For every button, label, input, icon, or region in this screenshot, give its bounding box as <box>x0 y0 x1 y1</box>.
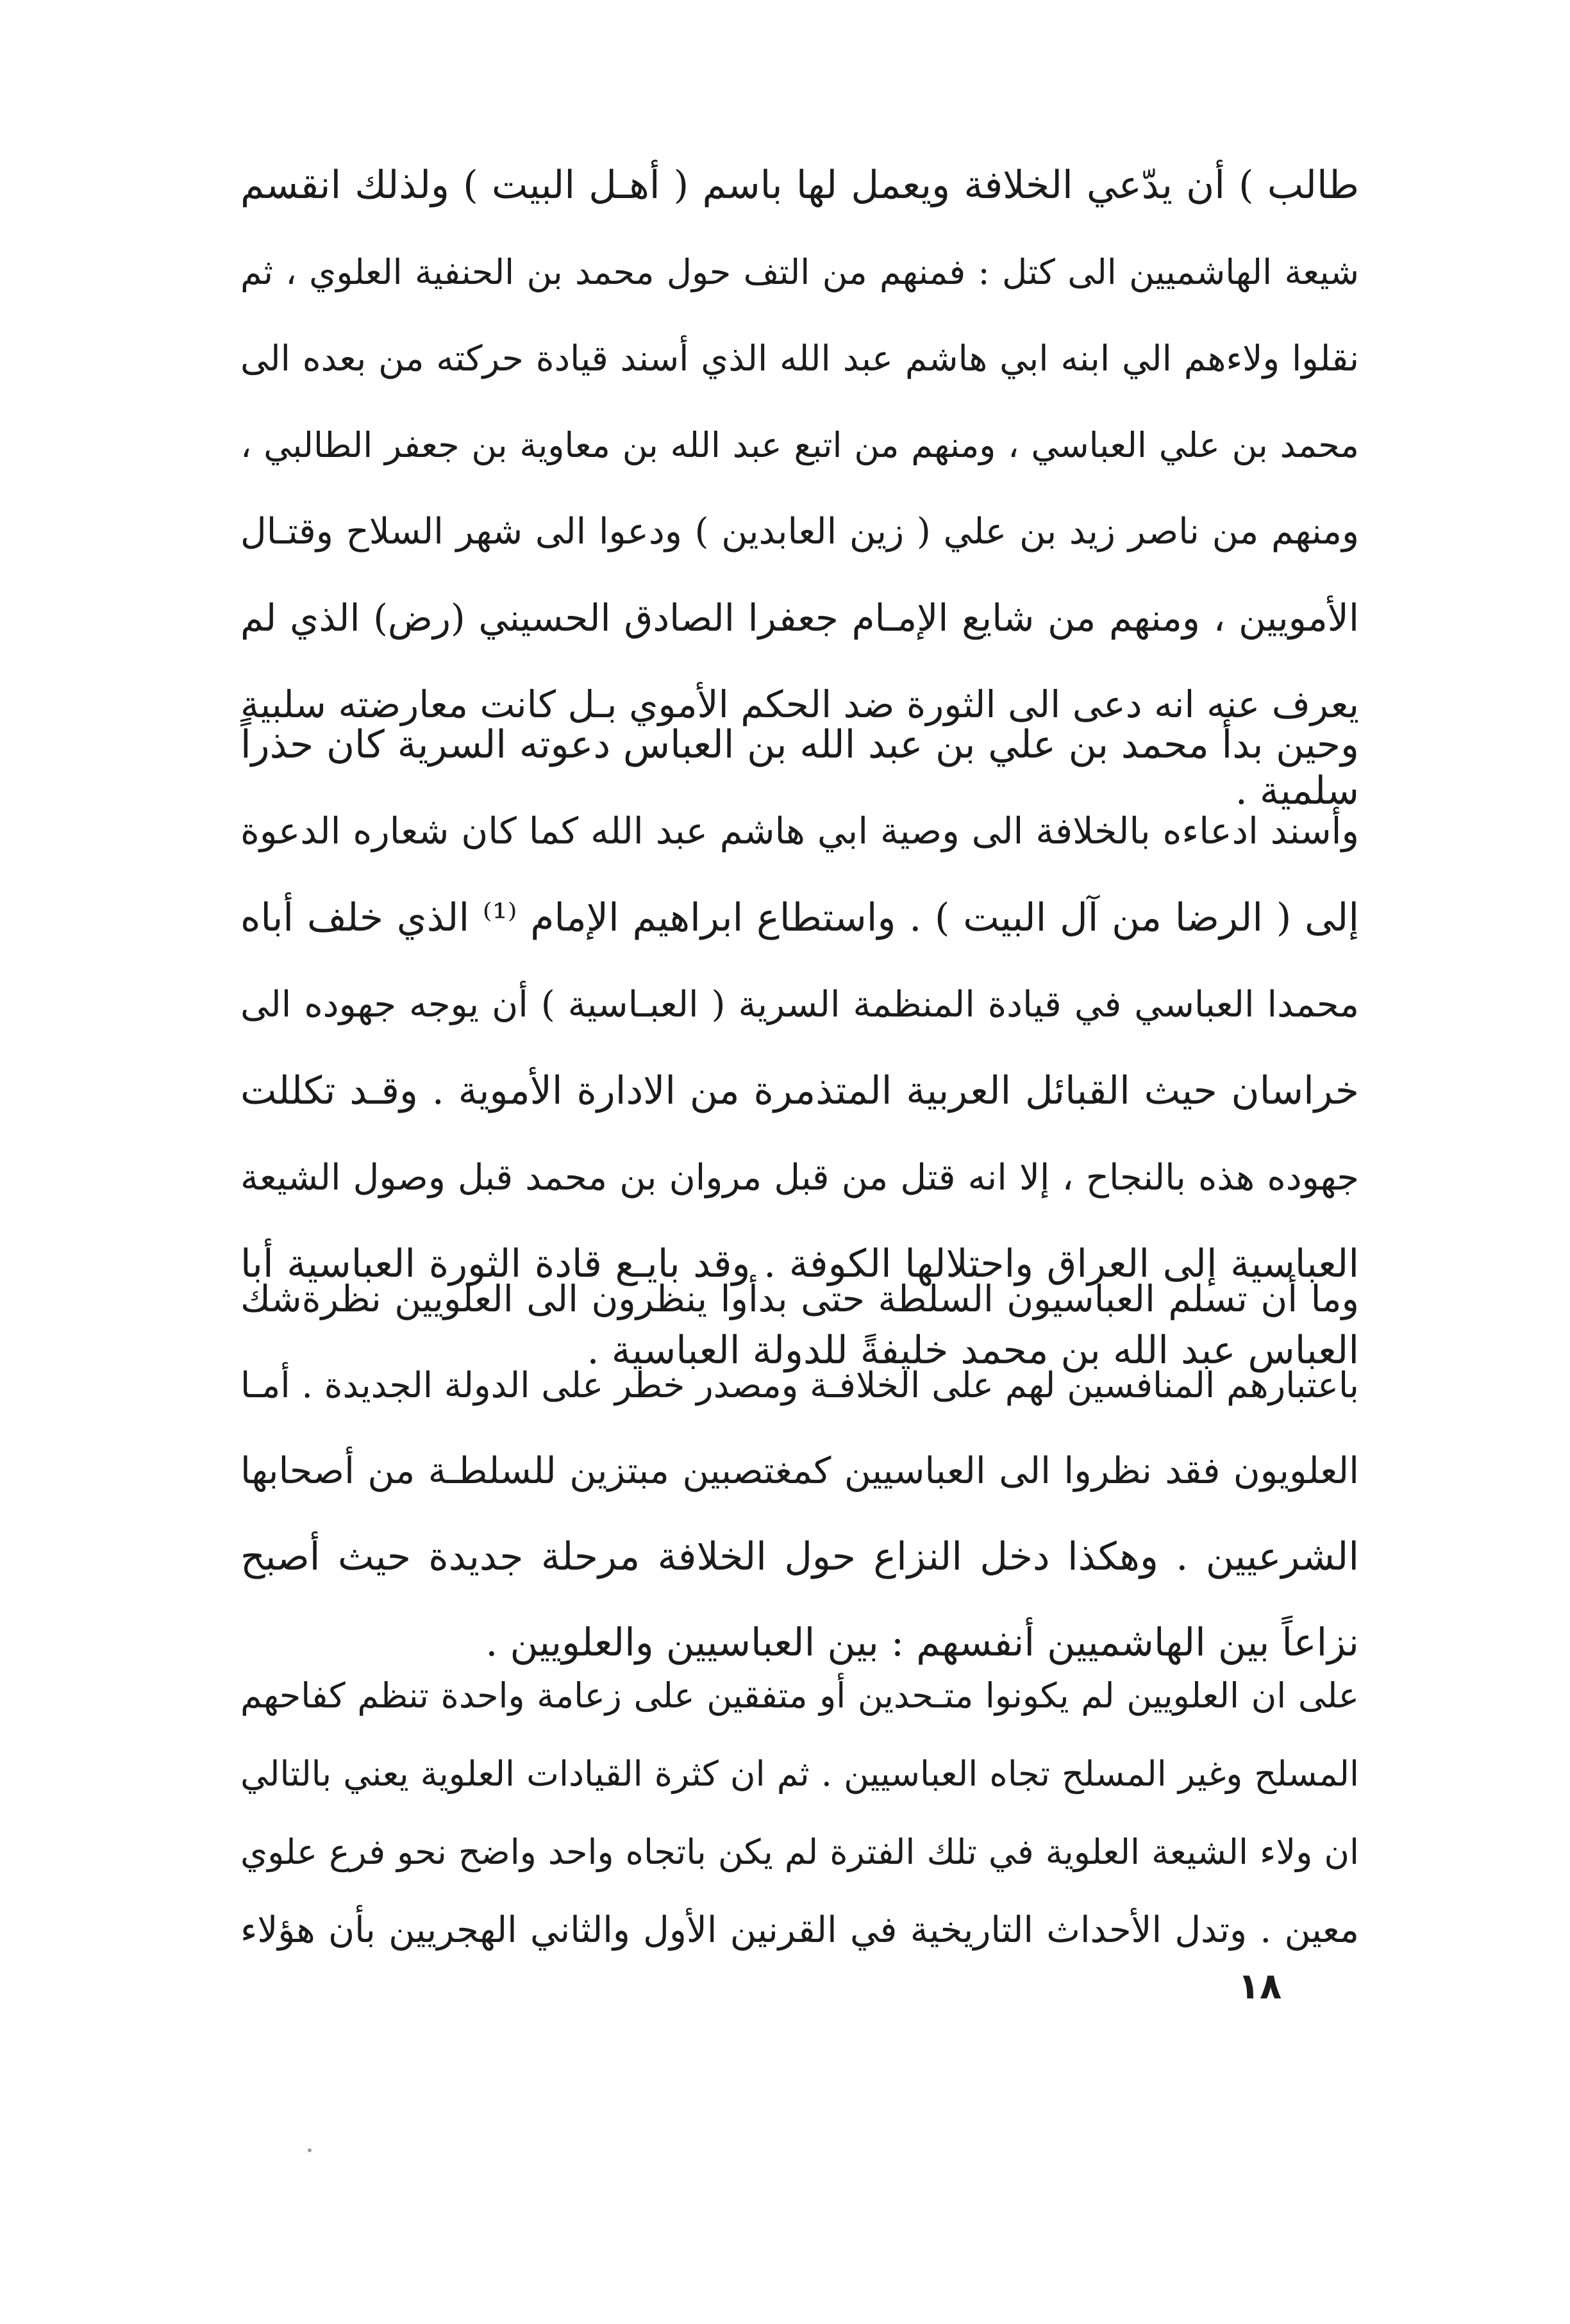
text-line: نزاعاً بين الهاشميين أنفسهم : بين العباسيين والعلويين . <box>485 1620 1359 1665</box>
text-line: العلويون فقد نظروا الى العباسيين كمغتصبين مبتزين للسلطـة من أصحابها <box>240 1450 1359 1492</box>
text-line: باعتبارهم المنافسين لهم على الخلافـة ومصدر خطر على الدولة الجديدة . أمـا <box>240 1365 1359 1406</box>
text-line: الأمويين ، ومنهم من شايع الإمـام جعفرا الصادق الحسيني (رض) الذي لم <box>240 596 1359 640</box>
text-line: شيعة الهاشميين الى كتل : فمنهم من التف حول محمد بن الحنفية العلوي ، ثم <box>240 252 1359 292</box>
text-line: معين . وتدل الأحداث التاريخية في القرنين الأول والثاني الهجريين بأن هؤلاء <box>240 1909 1359 1951</box>
text-line: نقلوا ولاءهم الي ابنه ابي هاشم عبد الله الذي أسند قيادة حركته من بعده الى <box>240 338 1359 379</box>
text-line: إلى ( الرضا من آل البيت ) . واستطاع ابراهيم الإمام ⁽¹⁾ الذي خلف أباه <box>240 895 1359 940</box>
text-line: ومنهم من ناصر زيد بن علي ( زين العابدين ) ودعوا الى شهر السلاح وقتـال <box>240 511 1359 552</box>
text-line: خراسان حيث القبائل العربية المتذمرة من الادارة الأموية . وقـد تكللت <box>240 1068 1359 1113</box>
paragraph-3 <box>240 1256 1359 1686</box>
scan-speck <box>308 2148 312 2152</box>
text-line: العباس عبد الله بن محمد خليفةً للدولة العباسية . <box>587 1328 1359 1373</box>
text-line: وأسند ادعاءه بالخلافة الى وصية ابي هاشم عبد الله كما كان شعاره الدعوة <box>240 810 1359 852</box>
text-line: محمدا العباسي في قيادة المنظمة السرية ( العبـاسية ) أن يوجه جهوده الى <box>240 984 1359 1025</box>
text-line: على ان العلويين لم يكونوا متـحدين أو متفقين على زعامة واحدة تنظم كفاحهم <box>240 1675 1359 1716</box>
text-line: محمد بن علي العباسي ، ومنهم من اتبع عبد الله بن معاوية بن جعفر الطالبي ، <box>240 425 1359 465</box>
text-line: وحين بدأ محمد بن علي بن عبد الله بن العباس دعوته السرية كان حذراً <box>240 722 1359 767</box>
text-line: الشرعيين . وهكذا دخل النزاع حول الخلافة مرحلة جديدة حيث أصبح <box>240 1534 1359 1579</box>
text-line: المسلح وغير المسلح تجاه العباسيين . ثم ان كثرة القيادات العلوية يعني بالتالي <box>240 1754 1359 1794</box>
text-line: العباسية إلى العراق واحتلالها الكوفة . وقد بايـع قادة الثورة العباسية أبا <box>240 1241 1359 1286</box>
text-line: وما أن تسلم العباسيون السلطة حتى بدأوا ينظرون الى العلويين نظرةشك <box>240 1278 1359 1320</box>
page-number: ١٨ <box>1237 1966 1282 2007</box>
text-line: سلمية . <box>1235 768 1359 813</box>
text-line: طالب ) أن يدّعي الخلافة ويعمل لها باسم ( أهـل البيت ) ولذلك انقسم <box>240 163 1359 208</box>
text-line: جهوده هذه بالنجاح ، إلا انه قتل من قبل مروان بن محمد قبل وصول الشيعة <box>240 1157 1359 1199</box>
text-line: يعرف عنه انه دعى الى الثورة ضد الحكم الأموي بـل كانت معارضته سلبية <box>240 683 1359 726</box>
text-line: ان ولاء الشيعة العلوية في تلك الفترة لم يكن باتجاه واحد واضح نحو فرع علوي <box>240 1832 1359 1872</box>
paragraph-4 <box>240 1657 1359 1970</box>
